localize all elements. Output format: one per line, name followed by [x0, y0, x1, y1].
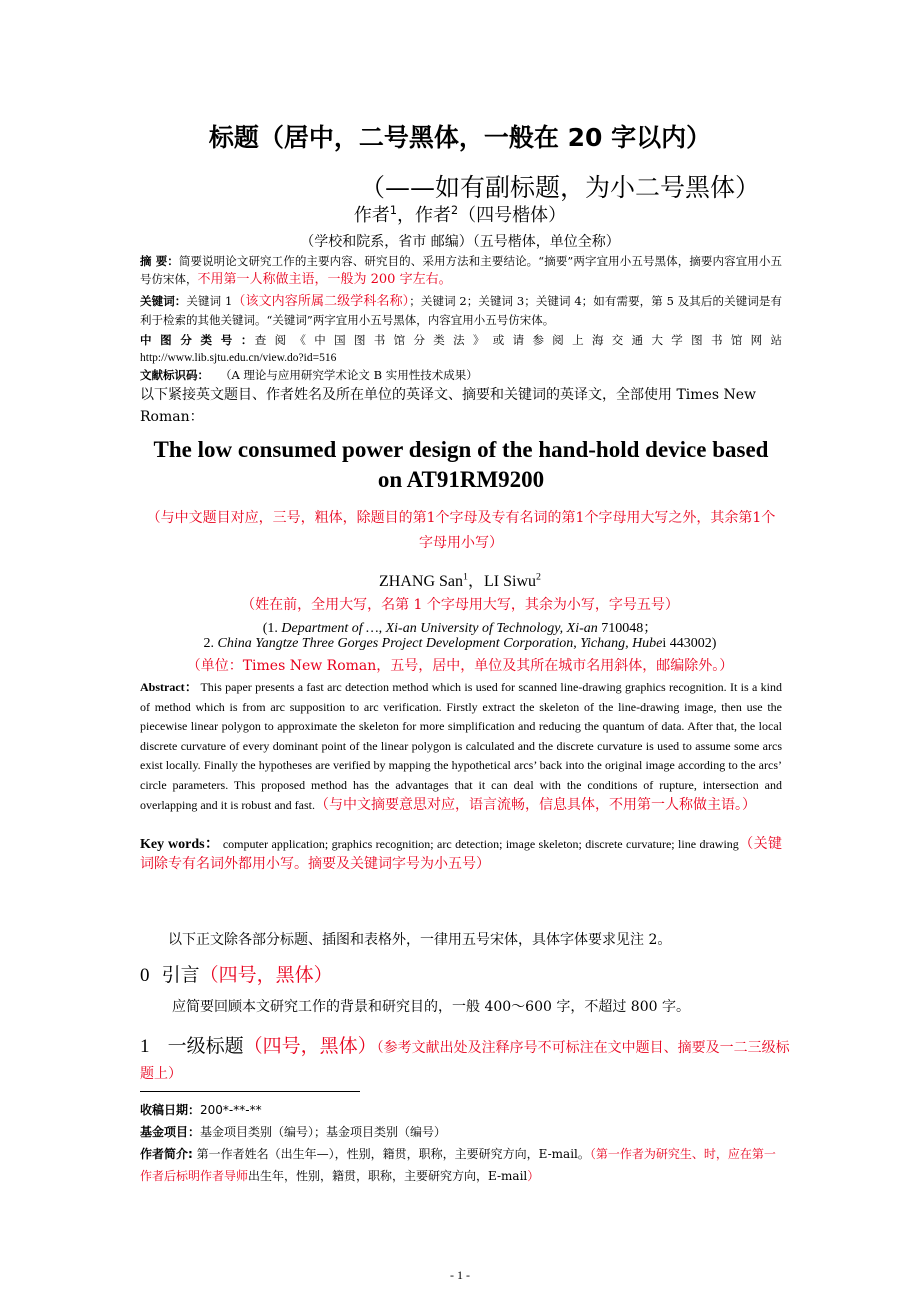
- heading-0-number: 0: [140, 965, 150, 986]
- english-authors: [0, 568, 920, 591]
- en-author-1-sup: 1: [463, 571, 468, 583]
- intro-paragraph: 应简要回顾本文研究工作的背景和研究目的，一般 400～600 字，不超过 800 字。: [172, 999, 690, 1015]
- doccode-text: （A 理论与应用研究学术论文 B 实用性技术成果）: [219, 368, 478, 382]
- author-separator: ，: [397, 205, 415, 226]
- heading-1: [140, 1034, 790, 1086]
- author-bio-red-note: （第一作者为研究生、时，应在第一作者后标明作者导师: [140, 1147, 776, 1183]
- author-2-sup: 2: [451, 204, 459, 217]
- english-abstract: [140, 678, 782, 815]
- en-affil1-post: 710048；: [597, 621, 658, 636]
- chinese-abstract: [140, 252, 782, 289]
- english-section-note: 以下紧接英文题目、作者姓名及所在单位的英译文、摘要和关键词的英译文，全部使用 Times New Roman：: [140, 387, 756, 425]
- keyword-1: 关键词 1: [186, 294, 233, 308]
- author-bio-red-close: ）: [527, 1169, 540, 1183]
- en-keywords-label: Key words：: [140, 837, 220, 852]
- english-title-note: （与中文题目对应，三号，粗体，除题目的第1个字母及专有名词的第1个字母用大写之外，其余第1个字母用小写）: [146, 510, 776, 551]
- en-abstract-text: This paper presents a fast arc detection method which is used for scanned line-drawing graphics recognition. It is a kind of method which is from arc supposition to arc verification. Firstly extract the skeleton of the line-drawing image, then use the piecewise linear polygon to approximate the skeleton for more simplification and reducing the quantum of data. After that, the local discrete curvature of every dominant point of the linear polygon is calculated and the discrete curvature is used to assume some arcs exist locally. Finally the hypotheses are verified by mapping the hypothetical arcs’ back into the original image according to the arcs’ circle parameters. This proposed method has the advantages that it can deal with the conditions of rupture, intersection and overlapping and it is robust and fast.: [140, 680, 782, 812]
- en-author-1: ZHANG San: [379, 573, 464, 590]
- footnote-received-date: [140, 1099, 785, 1121]
- author-2: 作者: [415, 205, 451, 226]
- author-bio-label: 作者简介:: [140, 1147, 193, 1161]
- clc-text: 查 阅 《 中 国 图 书 馆 分 类 法 》 或 请 参 阅 上 海 交 通 大 学 图 书 馆 网 站: [254, 333, 782, 347]
- en-author-2-sup: 2: [536, 571, 541, 583]
- chinese-keywords: [140, 292, 782, 329]
- en-author-2: LI Siwu: [484, 573, 536, 590]
- english-title: The low consumed power design of the hand-hold device based on AT91RM9200: [153, 437, 769, 492]
- chinese-authors: [0, 201, 920, 227]
- heading-0-note: （四号，黑体）: [199, 964, 333, 986]
- chinese-subtitle: （——如有副标题，为小二号黑体）: [360, 173, 761, 202]
- keyword-1-note: （该文内容所属二级学科名称）: [232, 294, 410, 309]
- heading-1-title: 一级标题: [167, 1035, 244, 1057]
- footnote-funding: [140, 1121, 785, 1143]
- funding-value: 基金项目类别（编号）；基金项目类别（编号）: [200, 1125, 447, 1139]
- footnote-author-bio: [140, 1143, 785, 1187]
- en-affil2-italic2: Yichang, Hube: [580, 636, 663, 651]
- en-affil2-post: i 443002): [662, 636, 717, 651]
- en-author-separator: ，: [467, 573, 484, 590]
- chinese-affiliation: （学校和院系，省市 邮编）（五号楷体，单位全称）: [300, 234, 620, 250]
- keywords-label: 关键词：: [140, 294, 187, 308]
- en-keywords-text: computer application; graphics recognition; arc detection; image skeleton; discrete curvature; line drawing: [222, 837, 739, 851]
- author-bio-value: 第一作者姓名（出生年—），性别，籍贯，职称，主要研究方向，E-mail。: [192, 1147, 590, 1161]
- heading-0: [140, 960, 333, 987]
- en-keywords-note: （关键词除专有名词外都用小写。摘要及关键词字号为小五号）: [140, 837, 783, 872]
- keywords-rest: ；关键词 2；关键词 3；关键词 4；如有需要，第 5 及其后的关键词是有利于检索的其他关键词。“关键词”两字宜用小五号黑体，内容宜用小五号仿宋体。: [140, 294, 782, 327]
- body-font-note: 以下正文除各部分标题、插图和表格外，一律用五号宋体，具体字体要求见注 2。: [168, 932, 672, 948]
- author-1-sup: 1: [389, 204, 397, 217]
- clc-label: 中 图 分 类 号 ：: [140, 333, 255, 347]
- footnote-divider: [140, 1091, 360, 1092]
- heading-1-note: （四号，黑体）: [243, 1035, 377, 1057]
- classification-number: [140, 331, 782, 367]
- clc-url[interactable]: http://www.lib.sjtu.edu.cn/view.do?id=516: [140, 352, 337, 364]
- en-affil2-italic: China Yangtze Three Gorges Project Development Corporation: [217, 636, 574, 651]
- english-affiliation-2: [0, 636, 920, 652]
- doccode-label: 文献标识码：: [140, 368, 209, 382]
- chinese-title: 标题（居中，二号黑体，一般在 20 字以内）: [208, 123, 712, 152]
- en-affil1-italic: Department of …, Xi-an University of Technology, Xi-an: [281, 621, 598, 636]
- author-bio-value-2: 出生年，性别，籍贯，职称，主要研究方向，E-mail: [248, 1169, 528, 1183]
- english-authors-note: （姓在前，全用大写，名第 1 个字母用大写，其余为小写，字号五号）: [241, 597, 679, 613]
- author-font-note: （四号楷体）: [458, 205, 567, 226]
- received-date-label: 收稿日期：: [140, 1103, 201, 1117]
- english-affiliation-note: （单位：Times New Roman，五号，居中，单位及其所在城市名用斜体，邮编除外。）: [186, 658, 734, 674]
- english-keywords: [140, 835, 782, 874]
- funding-label: 基金项目：: [140, 1125, 201, 1139]
- heading-0-title: 引言: [161, 964, 200, 986]
- page-number: - 1 -: [450, 1268, 470, 1282]
- en-affil2-pre: 2.: [203, 636, 218, 651]
- heading-1-number: 1: [140, 1036, 150, 1057]
- document-code: [140, 366, 782, 384]
- en-affil1-pre: (1.: [262, 621, 282, 636]
- received-date-value: 200*-**-**: [200, 1103, 262, 1117]
- author-1: 作者: [353, 205, 390, 226]
- abstract-text: 简要说明论文研究工作的主要内容、研究目的、采用方法和主要结论。“摘要”两字宜用小五号黑体，摘要内容宜用小五号仿宋体，: [140, 254, 782, 286]
- abstract-label: 摘 要：: [140, 254, 179, 268]
- en-affil2-mid: ,: [573, 636, 581, 651]
- english-affiliation-1: [0, 617, 920, 637]
- en-abstract-note: （与中文摘要意思对应，语言流畅，信息具体，不用第一人称做主语。）: [314, 797, 756, 813]
- abstract-red-note: 不用第一人称做主语，一般为 200 字左右。: [197, 272, 452, 287]
- heading-1-note-2: （参考文献出处及注释序号不可标注在文中题目、摘要及一二三级标题上）: [140, 1040, 790, 1082]
- en-abstract-label: Abstract：: [140, 680, 198, 694]
